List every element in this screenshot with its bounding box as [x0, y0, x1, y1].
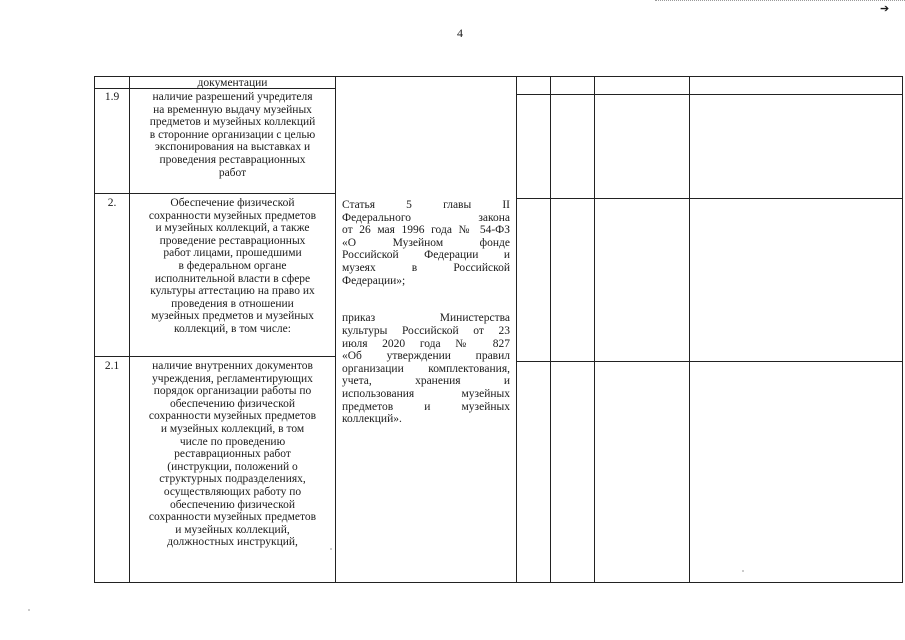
description-line: числе по проведению [179, 435, 286, 448]
legal-line: июля 2020 года № 827 [342, 337, 510, 350]
description-line: и музейных коллекций, а также [155, 222, 310, 235]
legal-line: Федерации»; [342, 274, 406, 287]
description-line: сохранности музейных предметов [148, 511, 317, 524]
scan-speck [742, 570, 744, 572]
row-divider [95, 356, 335, 357]
description-line: реставрационных работ [174, 448, 291, 461]
row-description [131, 360, 334, 549]
legal-line: коллекций». [342, 413, 402, 426]
checklist-table [94, 76, 903, 583]
description-line: порядок организации работы по [153, 385, 312, 398]
description-line: экспонирования на выставках и [154, 141, 311, 154]
column-divider [335, 77, 336, 583]
legal-spacer [342, 300, 510, 313]
description-line: структурных подразделениях, [159, 473, 306, 486]
scan-noise-top [655, 0, 905, 7]
description-line: в сторонние организации с целью [149, 128, 316, 141]
column-divider [902, 77, 903, 583]
legal-line: «О Музейном фонде [342, 236, 510, 249]
description-line: должностных инструкций, [167, 536, 298, 549]
legal-line: «Об утверждении правил [342, 350, 510, 363]
description-line: и музейных коллекций, [175, 523, 290, 536]
description-line: наличие разрешений учредителя [152, 91, 313, 103]
description-line: сохранности музейных предметов [148, 410, 317, 423]
legal-line: предметов и музейных [342, 400, 510, 413]
description-line: Обеспечение физической [170, 197, 295, 209]
description-line: учреждения, регламентирующих [152, 372, 313, 385]
scan-arrow-mark: ➔ [880, 3, 890, 15]
legal-line: Российской Федерации и [342, 249, 510, 262]
description-line: на временную выдачу музейных [153, 103, 312, 116]
description-line: исполнительной власти в сфере [154, 272, 311, 285]
page-number: 4 [457, 26, 463, 40]
column-divider [550, 77, 551, 583]
description-line: коллекций, в том числе: [174, 322, 291, 335]
description-line: проведение реставрационных [159, 234, 306, 247]
row-description [131, 197, 334, 336]
description-line: и музейных коллекций, в том [160, 422, 305, 435]
description-line: обеспечению физической [169, 397, 296, 410]
description-line: сохранности музейных предметов [148, 209, 317, 222]
legal-line: Федерального закона [342, 211, 510, 224]
legal-line: учета, хранения и [342, 375, 510, 388]
row-divider [95, 193, 335, 194]
scan-speck [28, 609, 30, 611]
row-number: 2.1 [104, 360, 120, 372]
description-line: наличие внутренних документов [152, 360, 313, 372]
description-line: музейных предметов и музейных [151, 310, 314, 323]
row-number: 1.9 [104, 91, 120, 103]
row-divider [516, 198, 903, 199]
legal-spacer [342, 287, 510, 300]
scan-speck [330, 548, 332, 550]
description-line: осуществляющих работу по [163, 485, 302, 498]
row-divider [516, 361, 903, 362]
description-line: проведения реставрационных [159, 153, 306, 166]
legal-line: культуры Российской от 23 [342, 324, 510, 337]
description-line: (инструкции, положений о [167, 460, 298, 473]
column-divider [594, 77, 595, 583]
row-number: 2. [107, 197, 117, 209]
column-divider [689, 77, 690, 583]
row-divider [516, 94, 903, 95]
table-bottom-border [95, 582, 903, 583]
legal-line: использования музейных [342, 387, 510, 400]
description-line: проведения в отношении [171, 297, 294, 310]
description-line: предметов и музейных коллекций [149, 116, 316, 129]
description-line: работ [218, 166, 247, 179]
legal-line: от 26 мая 1996 года № 54-ФЗ [342, 224, 510, 237]
legal-line: Статья 5 главы II [342, 199, 510, 211]
description-line: обеспечению физической [169, 498, 296, 511]
description-line: документации [197, 77, 268, 89]
description-line: культуры аттестацию на право их [150, 285, 315, 298]
column-divider [516, 77, 517, 583]
description-line: работ лицами, прошедшими [163, 247, 302, 260]
row-description [131, 91, 334, 179]
column-divider [129, 77, 130, 583]
legal-line: музеях в Российской [342, 261, 510, 274]
table-row-continuation [130, 77, 335, 90]
legal-line: приказ Министерства [342, 312, 510, 325]
legal-basis-cell [342, 199, 510, 426]
legal-line: организации комплектования, [342, 362, 510, 375]
description-line: в федеральном органе [178, 259, 287, 272]
